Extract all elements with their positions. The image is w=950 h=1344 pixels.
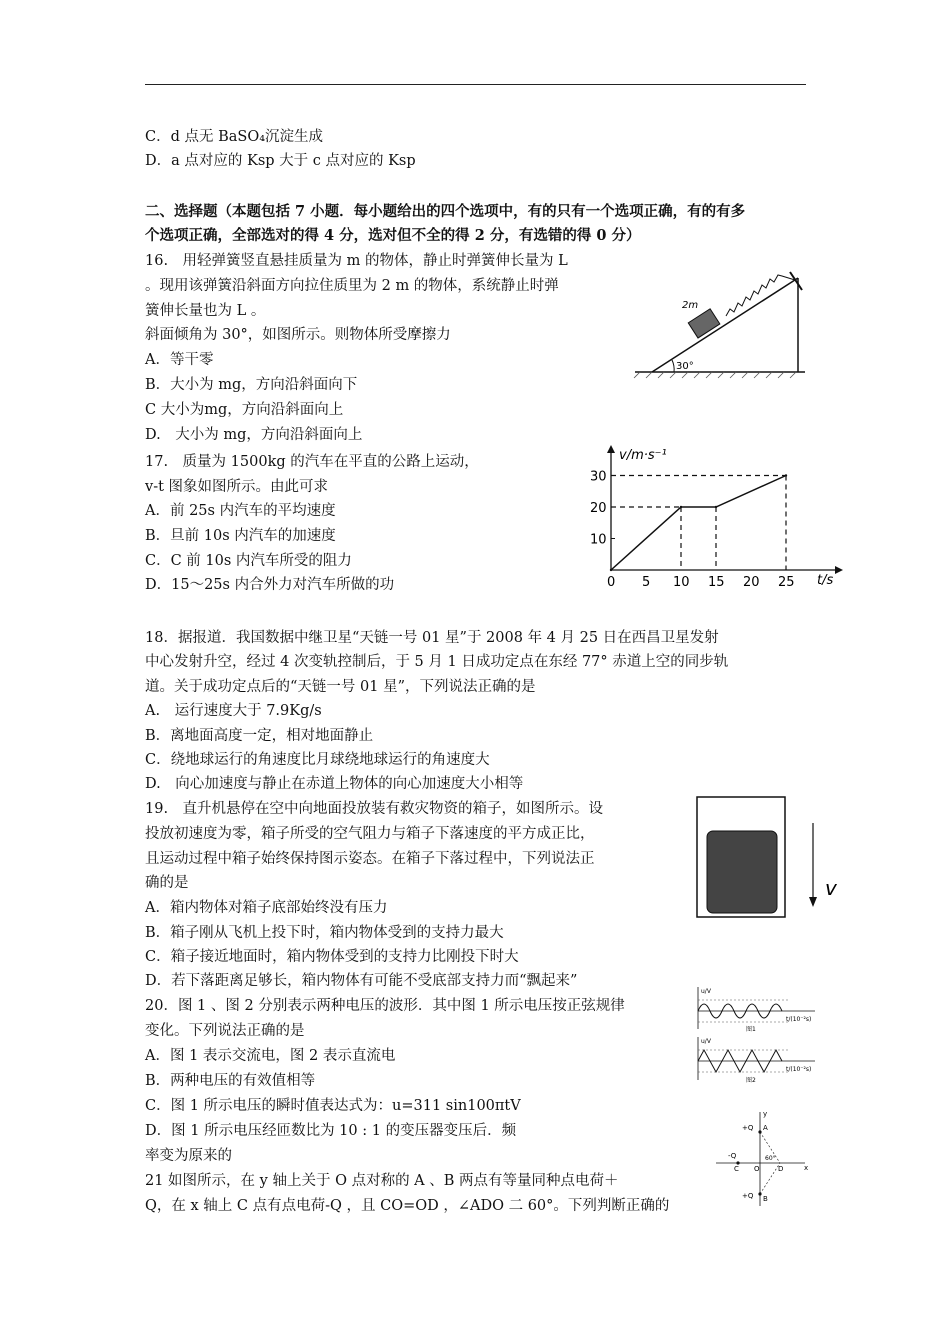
fig2-x-label: t/(10⁻²s)	[786, 1066, 812, 1073]
q19-option-b: B．箱子刚从飞机上投下时，箱内物体受到的支持力最大	[145, 925, 504, 941]
fig1-x-label: t/(10⁻²s)	[786, 1016, 812, 1023]
block-mass-label: 2m	[682, 300, 699, 311]
q16-stem-4: 斜面倾角为 30°，如图所示。则物体所受摩擦力	[145, 327, 451, 343]
q17-option-d: D．15～25s 内合外力对汽车所做的功	[145, 577, 395, 593]
x-tick-label: 10	[673, 575, 690, 590]
charge-neg-label: -Q	[728, 1152, 737, 1160]
fig2-caption: 图2	[746, 1077, 756, 1084]
prev-option-d: D．a 点对应的 Ksp 大于 c 点对应的 Ksp	[145, 153, 416, 169]
charge-bottom-label: +Q	[742, 1192, 754, 1200]
y-axis-arrow	[607, 445, 615, 453]
block-2m	[688, 309, 720, 338]
y-tick-label: 10	[590, 532, 607, 548]
y-tick-label: 20	[590, 501, 607, 516]
point-a-label: A	[763, 1124, 768, 1132]
q20-option-c: C．图 1 所示电压的瞬时值表达式为：u=311 sin100πtV	[145, 1098, 521, 1114]
q18-option-a: A. 运行速度大于 7.9Kg/s	[145, 703, 322, 719]
q16-stem-2: 。现用该弹簧沿斜面方向拉住质里为 2 m 的物体，系统静止时弹	[145, 278, 559, 294]
fig2-y-label: u/V	[701, 1038, 711, 1045]
fig1-caption: 图1	[746, 1026, 756, 1033]
vt-chart	[585, 445, 845, 590]
q20-option-d-cont: 率变为原来的	[145, 1148, 232, 1164]
incline-angle-label: 30°	[676, 361, 694, 372]
section-heading-line2: 个选项正确，全部选对的得 4 分，选对但不全的得 2 分，有选错的得 0 分）	[145, 227, 641, 244]
q17-option-c: C．C 前 10s 内汽车所受的阻力	[145, 553, 352, 569]
y-axis-label: v/m·s⁻¹	[619, 448, 667, 463]
q20-option-d: D．图 1 所示电压经匝数比为 10 : 1 的变压器变压后．频	[145, 1123, 517, 1139]
origin-label: O	[754, 1165, 760, 1173]
q17-option-b: B．旦前 10s 内汽车的加速度	[145, 528, 336, 544]
x-tick-label: 20	[743, 575, 760, 590]
header-rule	[145, 84, 806, 85]
spring	[726, 275, 795, 316]
q21-stem-1: 21 如图所示，在 y 轴上关于 O 点对称的 A 、B 两点有等量同种点电荷＋	[145, 1173, 619, 1189]
q16-option-a: A．等干零	[145, 352, 214, 368]
point-c-label: C	[734, 1165, 739, 1173]
q20-stem-2: 变化。下列说法正确的是	[145, 1023, 305, 1039]
point-d-label: D	[778, 1165, 784, 1173]
q19-stem-2: 投放初速度为零，箱子所受的空气阻力与箱子下落速度的平方成正比，	[145, 826, 595, 842]
q17-stem-1: 17. 质量为 1500kg 的汽车在平直的公路上运动，	[145, 454, 479, 470]
x-tick-label: 25	[778, 575, 795, 590]
charge-top-label: +Q	[742, 1124, 754, 1132]
q17-stem-2: v-t 图象如图所示。由此可求	[145, 479, 329, 495]
waveform-figure	[690, 985, 820, 1085]
q19-stem-4: 确的是	[145, 875, 189, 891]
q17-option-a: A．前 25s 内汽车的平均速度	[145, 503, 336, 519]
q18-option-c: C．绕地球运行的角速度比月球绕地球运行的角速度大	[145, 752, 490, 768]
x-tick-label: 5	[642, 575, 651, 590]
x-tick-label: 0	[607, 575, 616, 590]
q18-stem-2: 中心发射升空，经过 4 次变轨控制后，于 5 月 1 日成功定点在东经 77° 赤道上空的同步轨	[145, 654, 729, 670]
velocity-label: v	[825, 876, 837, 900]
q19-stem-1: 19. 直升机悬停在空中向地面投放装有救灾物资的箱子，如图所示。设	[145, 801, 604, 817]
x-axis-label: x	[804, 1164, 809, 1172]
q16-option-b: B．大小为 mg，方向沿斜面向下	[145, 377, 358, 393]
falling-box-figure	[695, 795, 855, 920]
incline-figure	[630, 268, 810, 380]
q16-stem-1: 16. 用轻弹簧竖直悬挂质量为 m 的物体，静止时弹簧伸长量为 L	[145, 253, 568, 269]
angle-label: 60°	[765, 1155, 776, 1162]
q19-stem-3: 且运动过程中箱子始终保持图示姿态。在箱子下落过程中，下列说法正	[145, 851, 595, 867]
q16-option-c: C 大小为mg，方向沿斜面向上	[145, 402, 344, 418]
q20-option-b: B．两种电压的有效值相等	[145, 1073, 316, 1089]
q19-option-a: A．箱内物体对箱子底部始终没有压力	[145, 900, 388, 916]
x-axis-label: t/s	[817, 573, 834, 588]
q18-option-b: B．离地面高度一定，相对地面静止	[145, 728, 374, 744]
inner-cargo	[707, 831, 777, 913]
q20-option-a: A．图 1 表示交流电，图 2 表示直流电	[145, 1048, 396, 1064]
q18-stem-1: 18．据报道．我国数据中继卫星“天链一号 01 星”于 2008 年 4 月 25 日在西昌卫星发射	[145, 630, 719, 646]
section-heading-line1: 二、选择题（本题包括 7 小题．每小题给出的四个选项中，有的只有一个选项正确，有的有多	[145, 203, 746, 220]
x-axis-arrow	[835, 566, 843, 574]
q18-option-d: D. 向心加速度与静止在赤道上物体的向心加速度大小相等	[145, 776, 524, 792]
fig1-y-label: u/V	[701, 988, 711, 995]
q16-stem-3: 簧伸长量也为 L 。	[145, 303, 266, 319]
q19-option-d: D．若下落距离足够长，箱内物体有可能不受底部支持力而“飘起来”	[145, 973, 578, 989]
q21-stem-2: Q，在 x 轴上 C 点有点电荷-Q ，且 CO=OD ，∠ADO 二 60°。下列判断正确的	[145, 1198, 670, 1214]
x-tick-label: 15	[708, 575, 725, 590]
point-b-label: B	[763, 1195, 768, 1203]
q18-stem-3: 道。关于成功定点后的“天链一号 01 星”，下列说法正确的是	[145, 679, 536, 695]
q20-stem-1: 20．图 1 、图 2 分别表示两种电压的波形．其中图 1 所示电压按正弦规律	[145, 998, 625, 1014]
q16-option-d: D. 大小为 mg，方向沿斜面向上	[145, 427, 363, 443]
q19-option-c: C．箱子接近地面时，箱内物体受到的支持力比刚投下时大	[145, 949, 519, 965]
y-tick-label: 30	[590, 469, 607, 485]
velocity-series-line	[611, 476, 786, 571]
charges-figure	[710, 1108, 810, 1208]
y-axis-label: y	[763, 1110, 768, 1118]
prev-option-c: C．d 点无 BaSO₄沉淀生成	[145, 129, 324, 145]
